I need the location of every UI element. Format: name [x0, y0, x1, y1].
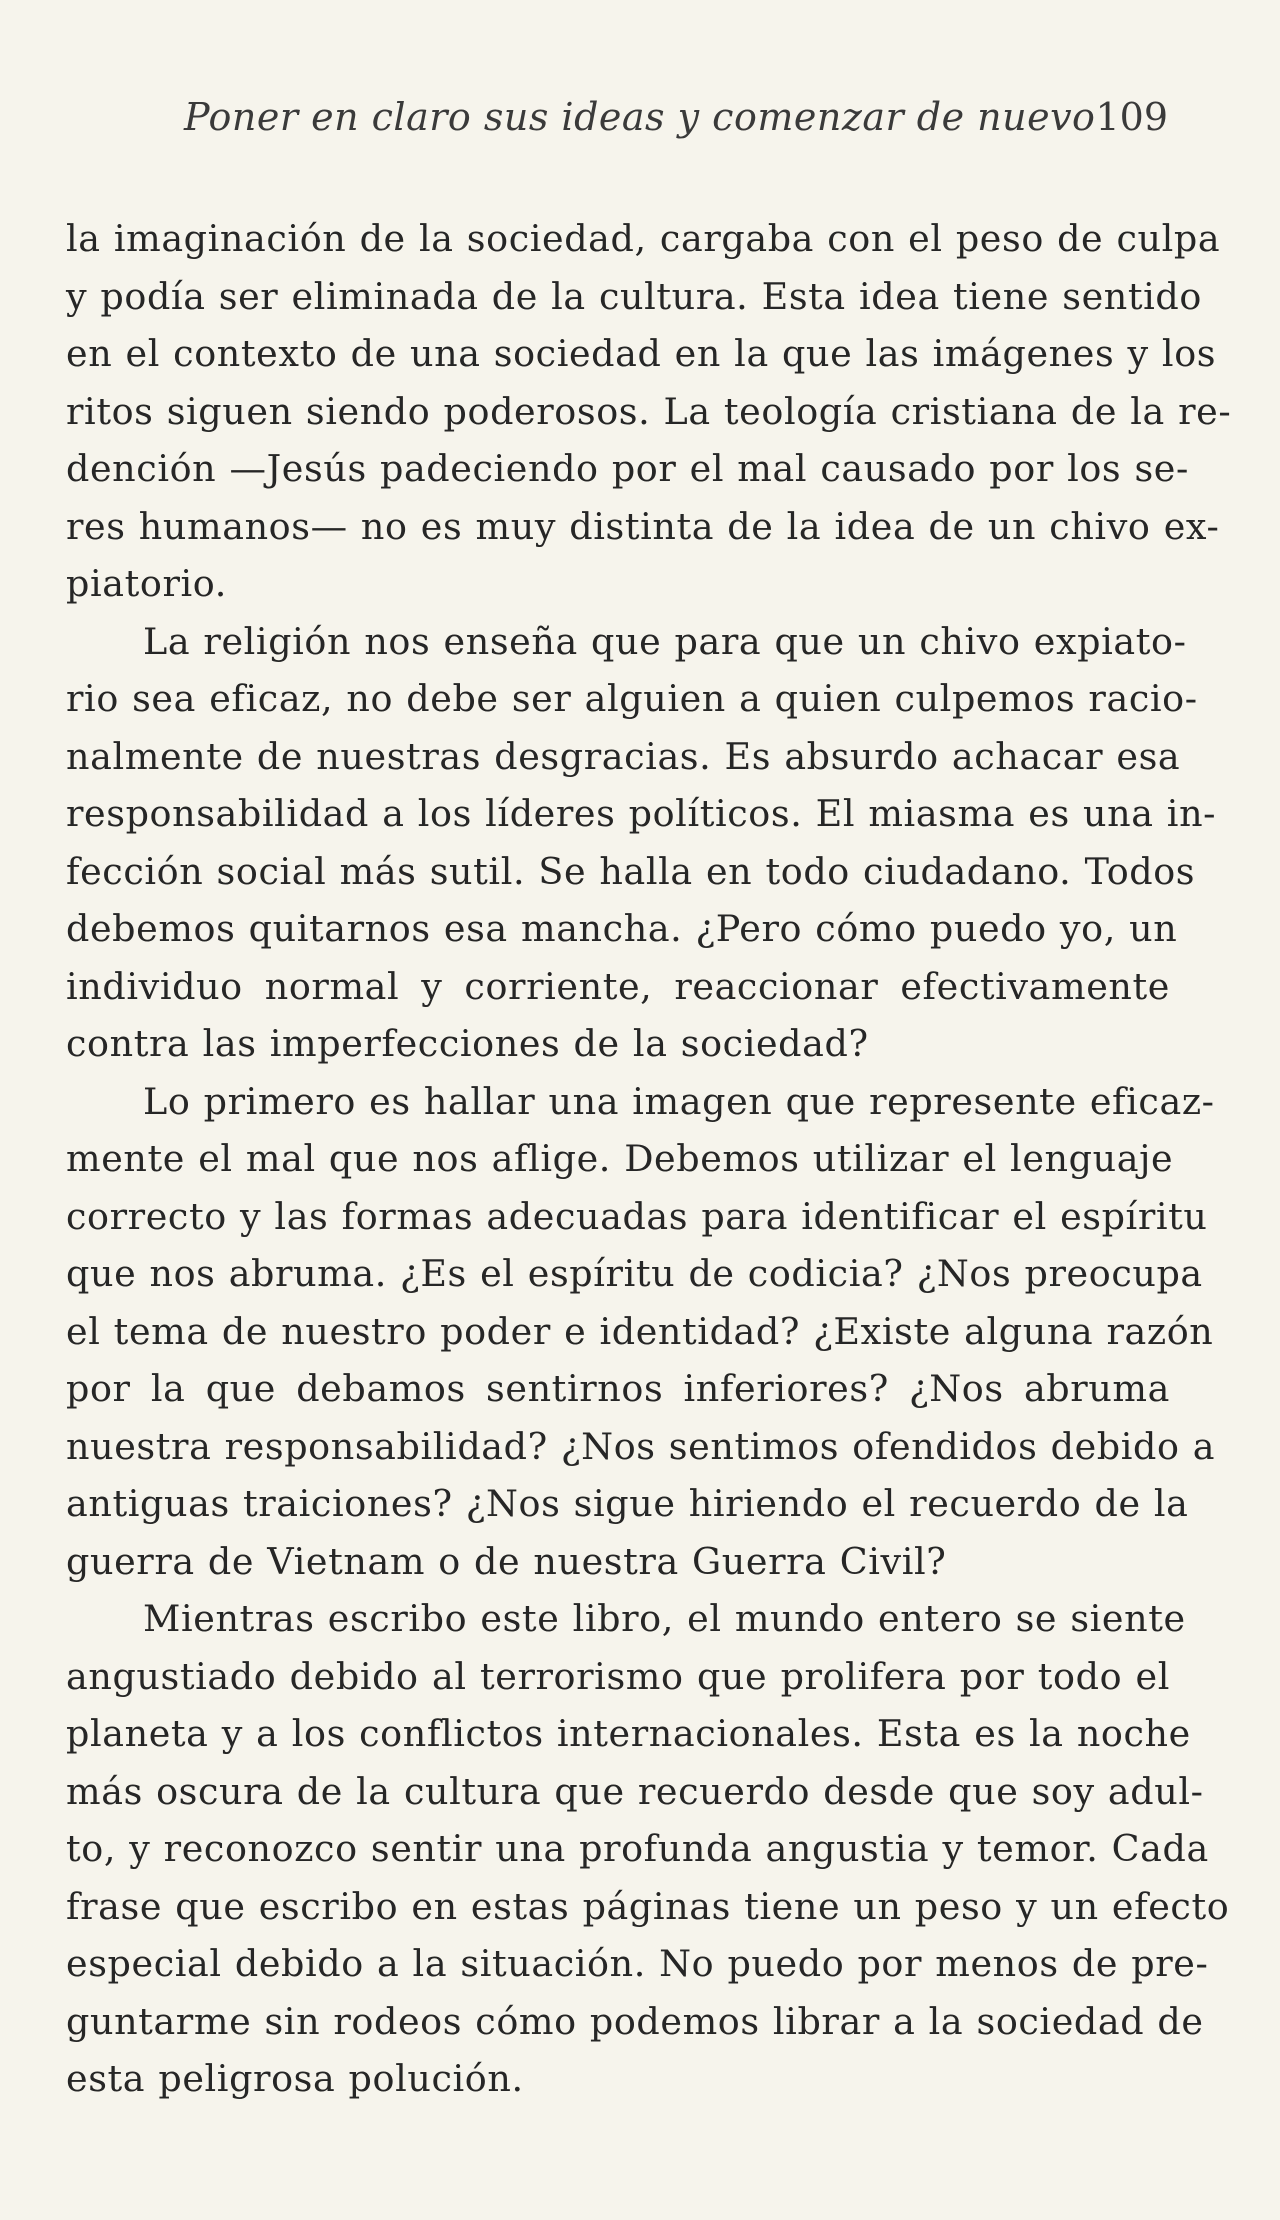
- text-line: individuo normal y corriente, reaccionar efectivamente: [66, 964, 1170, 1008]
- body-text: [66, 210, 1232, 2108]
- text-line: la imaginación de la sociedad, cargaba con el peso de culpa: [66, 217, 1221, 260]
- text-line: res humanos— no es muy distinta de la idea de un chivo ex-: [66, 504, 1220, 548]
- text-line: que nos abruma. ¿Es el espíritu de codicia? ¿Nos preocupa: [66, 1252, 1203, 1295]
- text-line: fección social más sutil. Se halla en todo ciudadano. Todos: [66, 849, 1196, 893]
- text-line: contra las imperfecciones de la sociedad?: [66, 1022, 869, 1065]
- text-line: debemos quitarnos esa mancha. ¿Pero cómo puedo yo, un: [66, 907, 1178, 950]
- page-header: [0, 95, 1280, 155]
- text-line: mente el mal que nos aflige. Debemos utilizar el lenguaje: [66, 1137, 1174, 1180]
- text-line: frase que escribo en estas páginas tiene un peso y un efecto: [66, 1884, 1230, 1928]
- text-line: antiguas traiciones? ¿Nos sigue hiriendo el recuerdo de la: [66, 1482, 1189, 1525]
- text-line: correcto y las formas adecuadas para identificar el espíritu: [66, 1194, 1208, 1238]
- text-line: esta peligrosa polución.: [66, 2057, 524, 2100]
- text-line: guerra de Vietnam o de nuestra Guerra Civil?: [66, 1539, 947, 1583]
- text-line: to, y reconozco sentir una profunda angustia y temor. Cada: [66, 1827, 1209, 1870]
- text-line: por la que debamos sentirnos inferiores? ¿Nos abruma: [66, 1367, 1170, 1410]
- text-line: responsabilidad a los líderes políticos. El miasma es una in-: [66, 792, 1217, 835]
- text-line: angustiado debido al terrorismo que prolifera por todo el: [66, 1654, 1170, 1698]
- paragraph-first-line: La religión nos enseña que para que un chivo expiato-: [143, 619, 1187, 663]
- text-line: el tema de nuestro poder e identidad? ¿Existe alguna razón: [66, 1309, 1214, 1353]
- text-line: ritos siguen siendo poderosos. La teología cristiana de la re-: [66, 389, 1232, 433]
- text-line: planeta y a los conflictos internacionales. Esta es la noche: [66, 1712, 1191, 1755]
- text-line: piatorio.: [66, 562, 227, 605]
- text-line: nalmente de nuestras desgracias. Es absurdo achacar esa: [66, 734, 1181, 778]
- text-line: guntarme sin rodeos cómo podemos librar a la sociedad de: [66, 1999, 1204, 2043]
- text-line: dención —Jesús padeciendo por el mal causado por los se-: [66, 447, 1189, 490]
- paragraph-first-line: Mientras escribo este libro, el mundo entero se siente: [143, 1597, 1186, 1640]
- text-line: y podía ser eliminada de la cultura. Esta idea tiene sentido: [66, 274, 1202, 318]
- text-line: nuestra responsabilidad? ¿Nos sentimos ofendidos debido a: [66, 1424, 1216, 1468]
- text-line: más oscura de la cultura que recuerdo desde que soy adul-: [66, 1769, 1204, 1813]
- text-line: rio sea eficaz, no debe ser alguien a quien culpemos racio-: [66, 677, 1198, 720]
- running-title: Poner en claro sus ideas y comenzar de nuevo: [184, 95, 1096, 139]
- page-number: 109: [1095, 95, 1168, 139]
- paragraph-first-line: Lo primero es hallar una imagen que represente eficaz-: [143, 1079, 1215, 1123]
- text-line: especial debido a la situación. No puedo por menos de pre-: [66, 1942, 1209, 1985]
- text-line: en el contexto de una sociedad en la que las imágenes y los: [66, 332, 1217, 375]
